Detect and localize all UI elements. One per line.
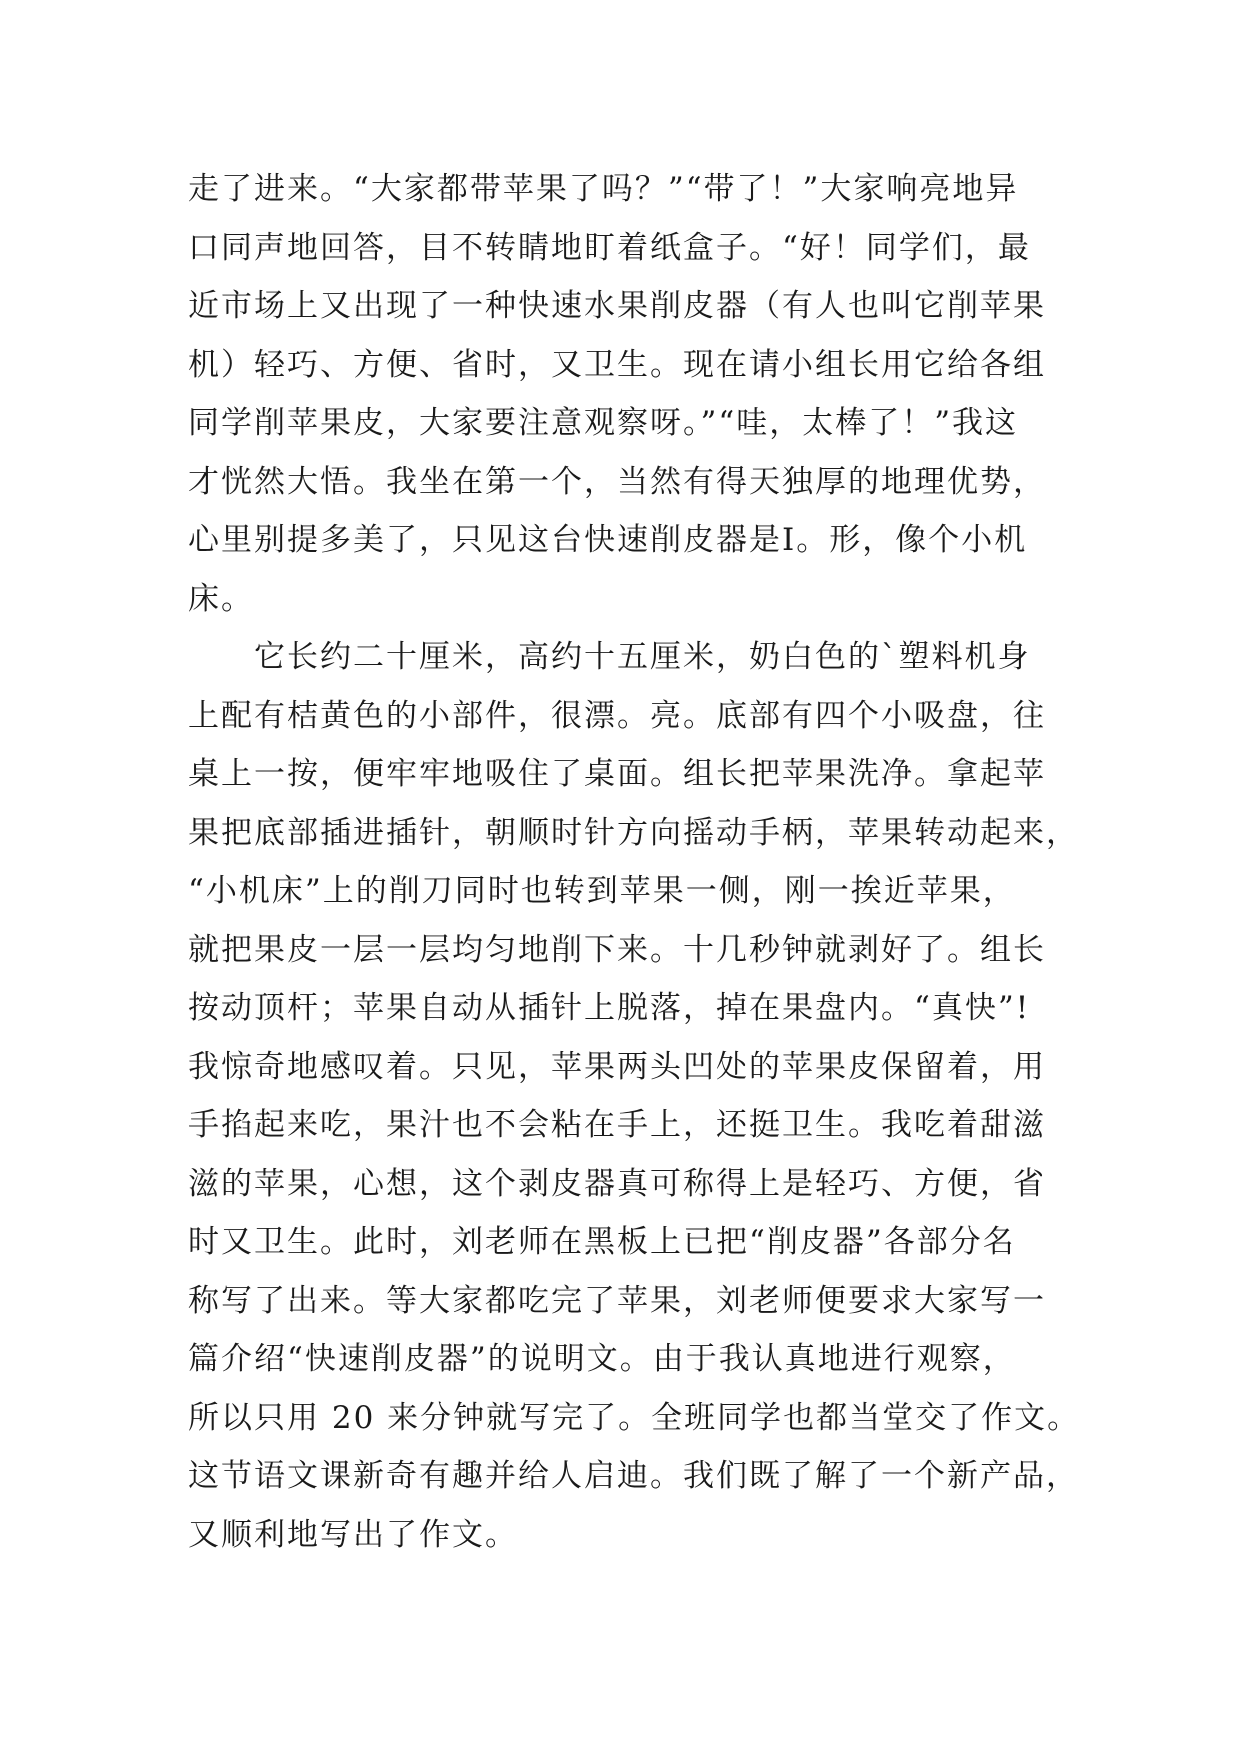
- text-line: 篇介绍“快速削皮器”的说明文。由于我认真地进行观察，: [188, 1341, 1016, 1377]
- text-line: 口同声地回答，目不转睛地盯着纸盒子。“好！同学们，最: [188, 229, 1031, 266]
- paragraph: [188, 628, 1081, 1564]
- text-line: 称写了出来。等大家都吃完了苹果，刘老师便要求大家写一: [188, 1282, 1046, 1319]
- text-line: 桌上一按，便牢牢地吸住了桌面。组长把苹果洗净。拿起苹: [188, 756, 1046, 792]
- text-line: 就把果皮一层一层均匀地削下来。十几秒钟就剥好了。组长: [188, 931, 1046, 968]
- body-text: [188, 160, 1081, 1564]
- text-line: 所以只用 20 来分钟就写完了。全班同学也都当堂交了作文。: [188, 1399, 1081, 1436]
- text-line: 按动顶杆；苹果自动从插针上脱落，掉在果盘内。“真快”!: [188, 990, 1031, 1026]
- text-line: 才恍然大悟。我坐在第一个，当然有得天独厚的地理优势，: [188, 463, 1046, 500]
- paragraph: [188, 160, 1068, 628]
- text-line: 床。: [188, 580, 254, 617]
- text-line: 我惊奇地感叹着。只见，苹果两头凹处的苹果皮保留着，用: [188, 1048, 1046, 1085]
- text-line: 走了进来。“大家都带苹果了吗？”“带了！”大家响亮地异: [188, 171, 1019, 207]
- text-line: “小机床”上的削刀同时也转到苹果一侧，刚一挨近苹果，: [188, 873, 1016, 909]
- text-line: 近市场上又出现了一种快速水果削皮器（有人也叫它削苹果: [188, 288, 1046, 324]
- text-line: 这节语文课新奇有趣并给人启迪。我们既了解了一个新产品，: [188, 1458, 1079, 1494]
- text-line: 果把底部插进插针，朝顺时针方向摇动手柄，苹果转动起来，: [188, 814, 1079, 851]
- text-line: 心里别提多美了，只见这台快速削皮器是I。形，像个小机: [188, 522, 1028, 558]
- text-line: 同学削苹果皮，大家要注意观察呀。”“哇，太棒了！”我这: [188, 405, 1019, 441]
- text-line: 又顺利地写出了作文。: [188, 1516, 518, 1553]
- text-line: 滋的苹果，心想，这个剥皮器真可称得上是轻巧、方便，省: [188, 1165, 1046, 1202]
- text-line: 时又卫生。此时，刘老师在黑板上已把“削皮器”各部分名: [188, 1224, 1016, 1260]
- text-line: 它长约二十厘米，高约十五厘米，奶白色的`塑料机身: [254, 639, 1031, 675]
- text-line: 上配有桔黄色的小部件，很漂。亮。底部有四个小吸盘，往: [188, 697, 1046, 734]
- text-line: 机）轻巧、方便、省时，又卫生。现在请小组长用它给各组: [188, 346, 1046, 383]
- text-line: 手掐起来吃，果汁也不会粘在手上，还挺卫生。我吃着甜滋: [188, 1107, 1046, 1143]
